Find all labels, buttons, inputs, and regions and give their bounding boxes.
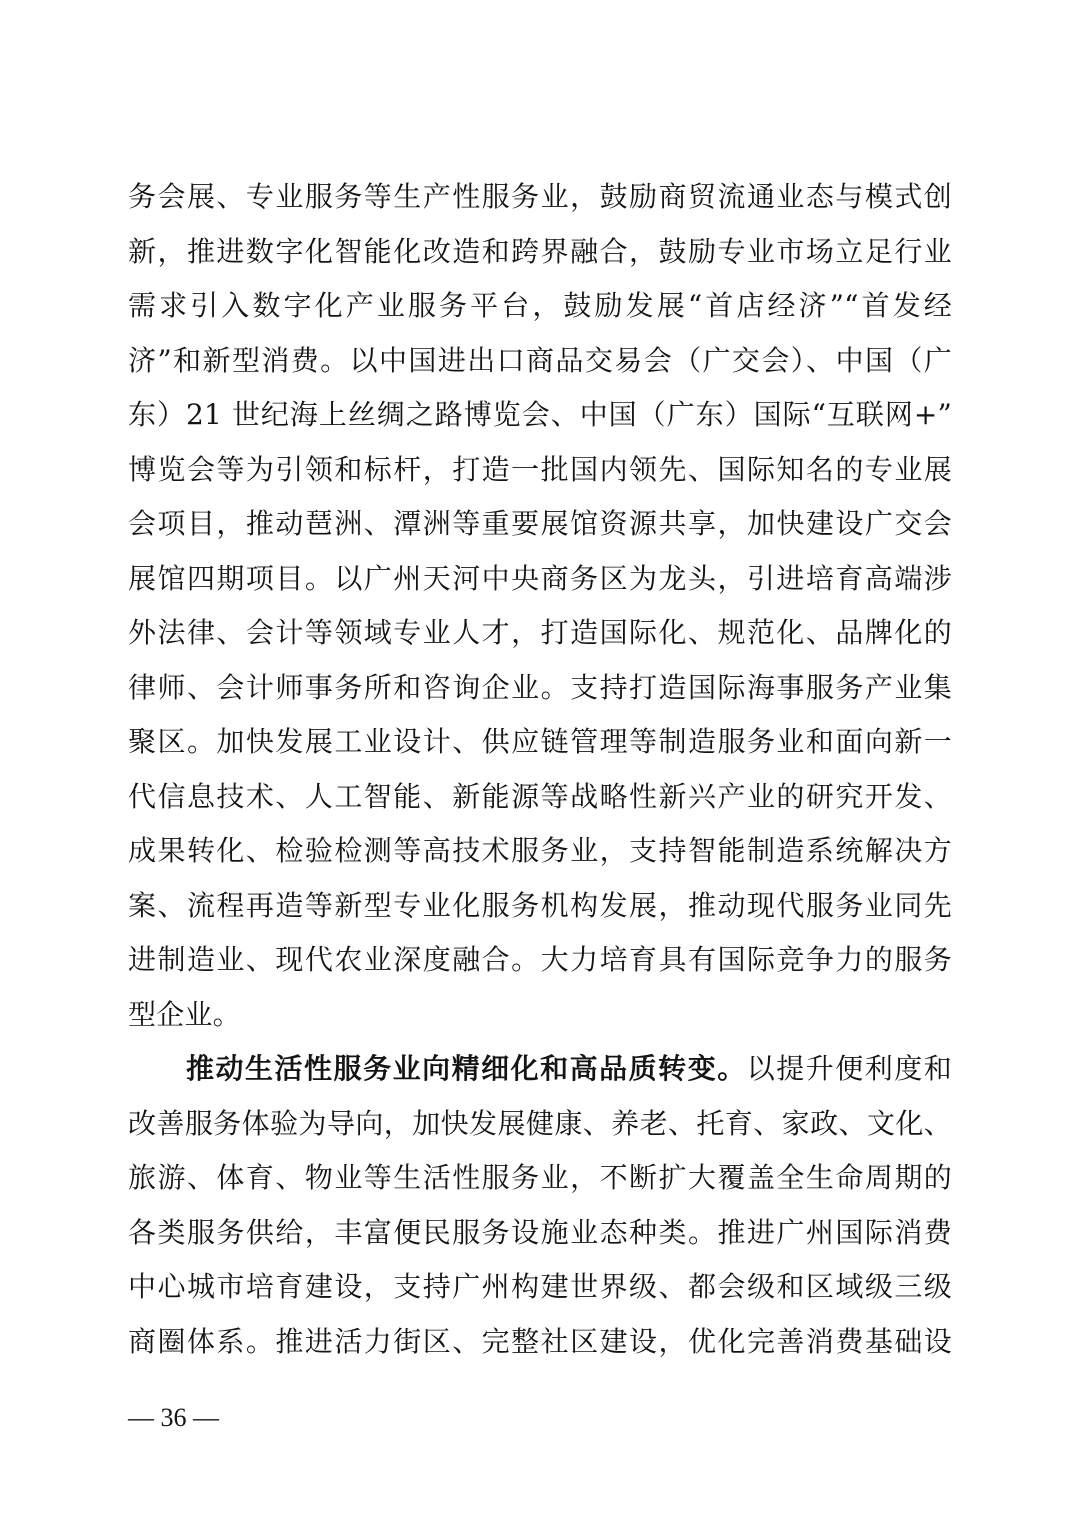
text-line: 济”和新型消费。以中国进出口商品交易会（广交会）、中国（广 bbox=[128, 343, 952, 377]
text-line: 聚区。加快发展工业设计、供应链管理等制造服务业和面向新一 bbox=[128, 725, 952, 758]
text-line: 新，推进数字化智能化改造和跨界融合，鼓励专业市场立足行业 bbox=[128, 234, 952, 268]
body-text bbox=[128, 170, 952, 1369]
text-line: 中心城市培育建设，支持广州构建世界级、都会级和区域级三级 bbox=[128, 1270, 952, 1303]
text-line: 型企业。 bbox=[128, 997, 241, 1031]
text-line: 商圈体系。推进活力街区、完整社区建设，优化完善消费基础设 bbox=[128, 1324, 952, 1358]
text-line: 会项目，推动琶洲、潭洲等重要展馆资源共享，加快建设广交会 bbox=[128, 507, 952, 540]
text-line: 案、流程再造等新型专业化服务机构发展，推动现代服务业同先 bbox=[128, 888, 952, 922]
text-line: 东）21 世纪海上丝绸之路博览会、中国（广东）国际“互联网+” bbox=[128, 398, 952, 431]
text-line: 进制造业、现代农业深度融合。大力培育具有国际竞争力的服务 bbox=[128, 943, 952, 976]
text-line: 代信息技术、人工智能、新能源等战略性新兴产业的研究开发、 bbox=[128, 779, 952, 813]
text-line: 需求引入数字化产业服务平台，鼓励发展“首店经济”“首发经 bbox=[128, 289, 952, 322]
text-line: 律师、会计师事务所和咨询企业。支持打造国际海事服务产业集 bbox=[128, 670, 952, 704]
text-line: 改善服务体验为导向，加快发展健康、养老、托育、家政、文化、 bbox=[128, 1106, 952, 1140]
text-line: 外法律、会计等领域专业人才，打造国际化、规范化、品牌化的 bbox=[128, 616, 952, 649]
page-number: — 36 — bbox=[128, 1403, 219, 1432]
text-line: 成果转化、检验检测等高技术服务业，支持智能制造系统解决方 bbox=[128, 834, 952, 867]
text-line: 展馆四期项目。以广州天河中央商务区为龙头，引进培育高端涉 bbox=[128, 561, 952, 595]
text-line: 博览会等为引领和标杆，打造一批国内领先、国际知名的专业展 bbox=[128, 452, 952, 486]
text-line: 旅游、体育、物业等生活性服务业，不断扩大覆盖全生命周期的 bbox=[128, 1161, 952, 1194]
paragraph-2-first-line-rest: 以提升便利度和 bbox=[746, 1052, 952, 1085]
paragraph-heading: 推动生活性服务业向精细化和高品质转变。 bbox=[186, 1052, 747, 1085]
text-line: 务会展、专业服务等生产性服务业，鼓励商贸流通业态与模式创 bbox=[128, 180, 952, 213]
text-line: 各类服务供给，丰富便民服务设施业态种类。推进广州国际消费 bbox=[128, 1215, 952, 1249]
paragraph-2-first-line bbox=[128, 1042, 952, 1097]
